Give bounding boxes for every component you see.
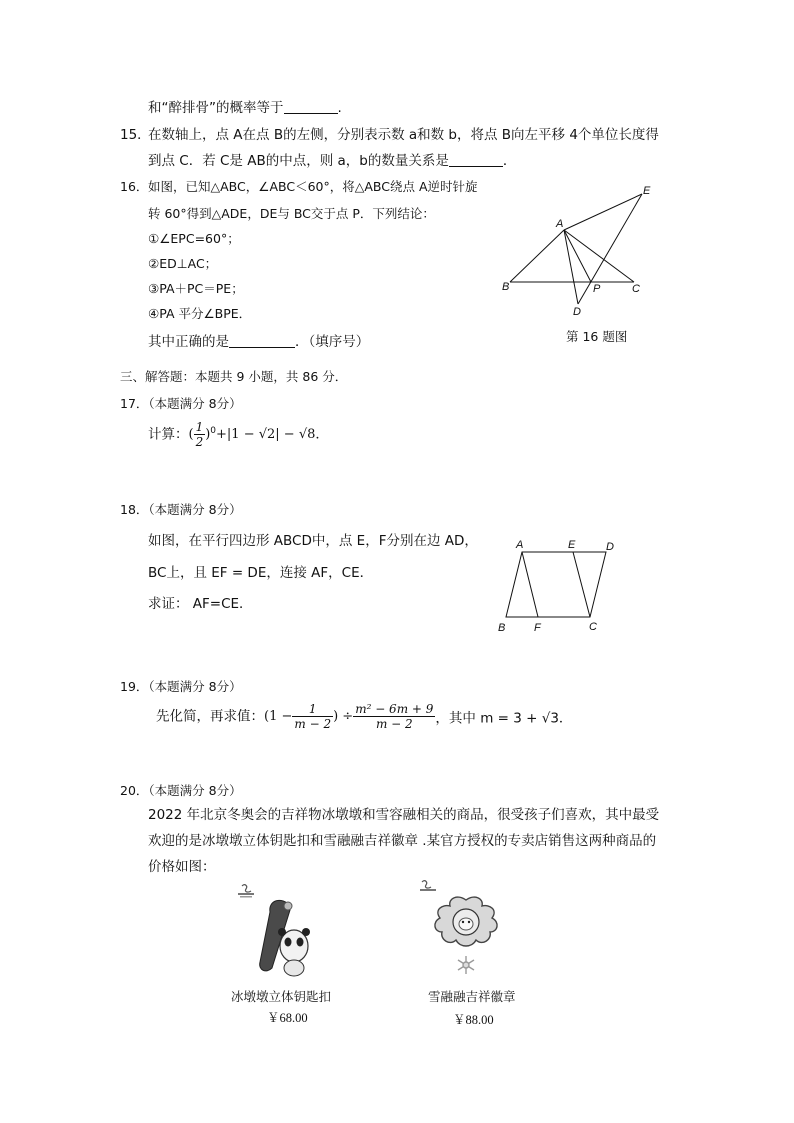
label-p: P <box>593 283 601 295</box>
q18-number: 18． <box>120 502 149 517</box>
q17-number: 17． <box>120 396 149 411</box>
q19-open: (1 − <box>264 709 293 724</box>
q17-exponent: 0 <box>210 426 217 436</box>
segment-ac <box>564 230 634 282</box>
snowflake-charm <box>458 956 474 974</box>
item1-name: 冰墩墩立体钥匙扣 <box>231 989 332 1004</box>
q14-answer-blank[interactable] <box>284 99 338 114</box>
q18-score: （本题满分 8分） <box>148 502 242 517</box>
q15-line2-text: 到点 C．若 C是 AB的中点，则 a，b的数量关系是 <box>148 153 449 169</box>
q16-number: 16． <box>120 179 149 194</box>
q19-f1-num: 1 <box>292 702 333 717</box>
bing-dwen-dwen-keychain-icon <box>232 882 322 982</box>
q20-score: （本题满分 8分） <box>148 783 242 798</box>
q19-f2-num: m² − 6m + 9 <box>355 702 434 716</box>
q17-expression: 计算：( $\frac{1}{2}$ )$^0$+|1 − √2| − √8． <box>148 420 329 449</box>
q19-end: ． <box>558 710 573 727</box>
parallelogram-abcd <box>506 552 606 617</box>
q15-number: 15． <box>120 127 151 143</box>
q18-header <box>120 500 242 518</box>
segment-ae <box>564 194 642 230</box>
label-a: A <box>516 539 524 551</box>
label-c: C <box>632 283 640 295</box>
q16-option-4: ④PA 平分∠BPE． <box>148 306 252 321</box>
segment-ap <box>564 230 591 282</box>
q20-line1: 2022 年北京冬奥会的吉祥物冰墩墩和雪容融相关的商品，很受孩子们喜欢，其中最受 <box>148 807 660 823</box>
q19-expression <box>156 702 572 731</box>
section-3-title: 三、解答题：本题共 9 小题，共 86 分． <box>120 369 348 384</box>
q16-option-3: ③PA＋PC＝PE； <box>148 281 244 296</box>
q18-line3: 求证： AF=CE． <box>148 596 253 612</box>
q19-fraction-1 <box>292 702 333 731</box>
q16-answer-suffix: ．（填序号） <box>295 334 370 350</box>
item1-price: ￥68.00 <box>267 1011 308 1025</box>
q16-answer-prompt: 其中正确的是 <box>148 334 229 350</box>
olympic-logo-icon <box>238 885 254 898</box>
q17-header <box>120 394 242 412</box>
q19-header <box>120 677 242 695</box>
segment-ad <box>564 230 578 304</box>
q18-line2: BC上，且 EF = DE，连接 AF，CE． <box>148 565 374 581</box>
q19-f2-den: m − 2 <box>375 717 413 731</box>
label-b: B <box>502 281 510 293</box>
label-e: E <box>643 185 651 197</box>
item2-name: 雪融融吉祥徽章 <box>428 989 516 1004</box>
q16-triangle-figure <box>498 180 668 320</box>
q16-option-2: ②ED⊥AC； <box>148 256 218 271</box>
q17-frac-num: 1 <box>195 420 204 434</box>
q17-rest: +|1 − √2| − √8 <box>216 427 316 442</box>
q17-end: ． <box>315 426 329 443</box>
q20-line2: 欢迎的是冰墩墩立体钥匙扣和雪融融吉祥徽章 .某官方授权的专卖店销售这两种商品的 <box>148 833 657 849</box>
q16-line2: 转 60°得到△ADE，DE与 BC交于点 P．下列结论： <box>148 206 435 221</box>
q18-parallelogram-figure <box>494 536 624 636</box>
olympic-logo-icon <box>420 881 436 891</box>
segment-ba <box>510 230 564 282</box>
label-a: A <box>556 218 564 230</box>
q16-answer-blank[interactable] <box>229 333 295 348</box>
q15-line2 <box>148 149 516 169</box>
q17-frac-den: 2 <box>195 435 204 449</box>
q19-number: 19． <box>120 679 149 694</box>
panda-figure <box>278 928 310 976</box>
item2-price: ￥88.00 <box>453 1013 494 1027</box>
label-b: B <box>498 622 506 634</box>
q16-line1: 如图，已知△ABC，∠ABC＜60°，将△ABC绕点 A逆时针旋 <box>148 179 478 194</box>
q14-tail <box>148 96 342 116</box>
label-f: F <box>534 622 541 634</box>
q19-score: （本题满分 8分） <box>148 679 242 694</box>
q20-number: 20． <box>120 783 149 798</box>
q19-prefix: 先化简，再求值： <box>156 708 264 725</box>
segment-af <box>522 552 538 617</box>
q19-divide: ) ÷ <box>333 709 354 724</box>
label-d: D <box>573 306 581 318</box>
q17-prefix: 计算： <box>148 426 189 443</box>
q18-line1: 如图，在平行四边形 ABCD中，点 E，F分别在边 AD， <box>148 533 478 549</box>
q19-fraction-2 <box>353 702 435 731</box>
q20-line3: 价格如图： <box>148 859 216 875</box>
q20-header <box>120 781 242 799</box>
q14-tail-text: 和“醉排骨”的概率等于 <box>148 100 284 116</box>
q19-condition: ，其中 m = 3 + √3 <box>435 710 559 727</box>
badge-body <box>435 897 497 946</box>
shuey-rhon-rhon-badge-icon <box>416 878 516 978</box>
q15-line1: 在数轴上，点 A在点 B的左侧，分别表示数 a和数 b，将点 B向左平移 4个单位长度得 <box>148 127 659 143</box>
q15-answer-blank[interactable] <box>449 152 503 167</box>
segment-ec <box>573 552 590 617</box>
q15-end: ． <box>502 153 517 169</box>
label-c: C <box>589 621 597 633</box>
q19-f1-den: m − 2 <box>294 717 332 731</box>
label-d: D <box>606 541 614 553</box>
q14-tail-end: . <box>337 100 342 116</box>
q16-answer-line <box>148 330 369 350</box>
q17-fraction <box>194 420 206 449</box>
q16-figure-caption: 第 16 题图 <box>566 329 628 344</box>
label-e: E <box>568 539 576 551</box>
q17-score: （本题满分 8分） <box>148 396 242 411</box>
q16-option-1: ①∠EPC=60°； <box>148 231 240 246</box>
